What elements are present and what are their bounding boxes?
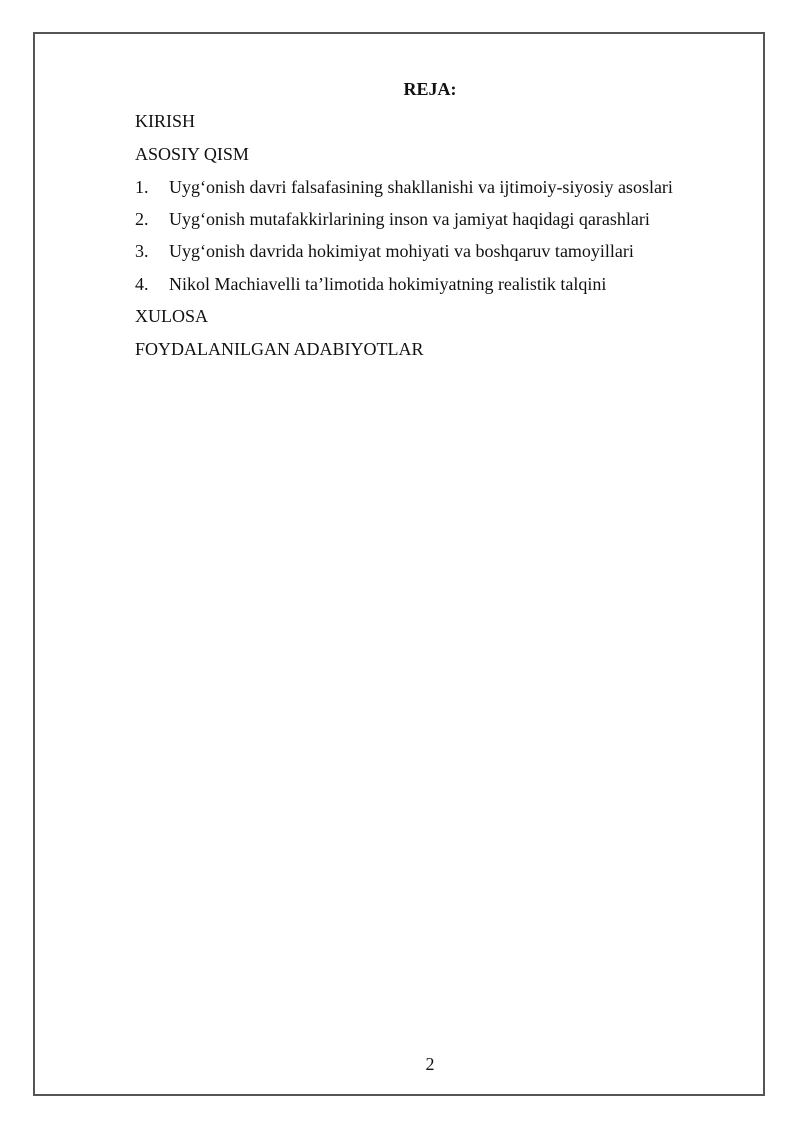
plan-title: REJA: bbox=[403, 79, 457, 99]
list-item-text: Nikol Machiavelli ta’limotida hokimiyatning realistik talqini bbox=[169, 274, 607, 294]
section-intro: KIRISH bbox=[135, 111, 196, 131]
list-item-text: Uyg‘onish davrida hokimiyat mohiyati va boshqaruv tamoyillari bbox=[169, 241, 634, 261]
list-item-number: 4. bbox=[135, 274, 149, 294]
list-item-number: 1. bbox=[135, 177, 149, 197]
list-item bbox=[135, 240, 634, 262]
list-item bbox=[135, 273, 606, 295]
list-item-text: Uyg‘onish davri falsafasining shakllanishi va ijtimoiy-siyosiy asoslari bbox=[169, 177, 673, 197]
list-item bbox=[135, 208, 650, 230]
list-item-number: 2. bbox=[135, 209, 149, 229]
section-main: ASOSIY QISM bbox=[135, 144, 249, 164]
list-item bbox=[135, 176, 673, 198]
section-references: FOYDALANILGAN ADABIYOTLAR bbox=[135, 339, 424, 359]
list-item-number: 3. bbox=[135, 241, 149, 261]
page-number: 2 bbox=[425, 1054, 435, 1074]
list-item-text: Uyg‘onish mutafakkirlarining inson va jamiyat haqidagi qarashlari bbox=[169, 209, 650, 229]
section-conclusion: XULOSA bbox=[135, 306, 209, 326]
document-page bbox=[33, 32, 765, 1096]
